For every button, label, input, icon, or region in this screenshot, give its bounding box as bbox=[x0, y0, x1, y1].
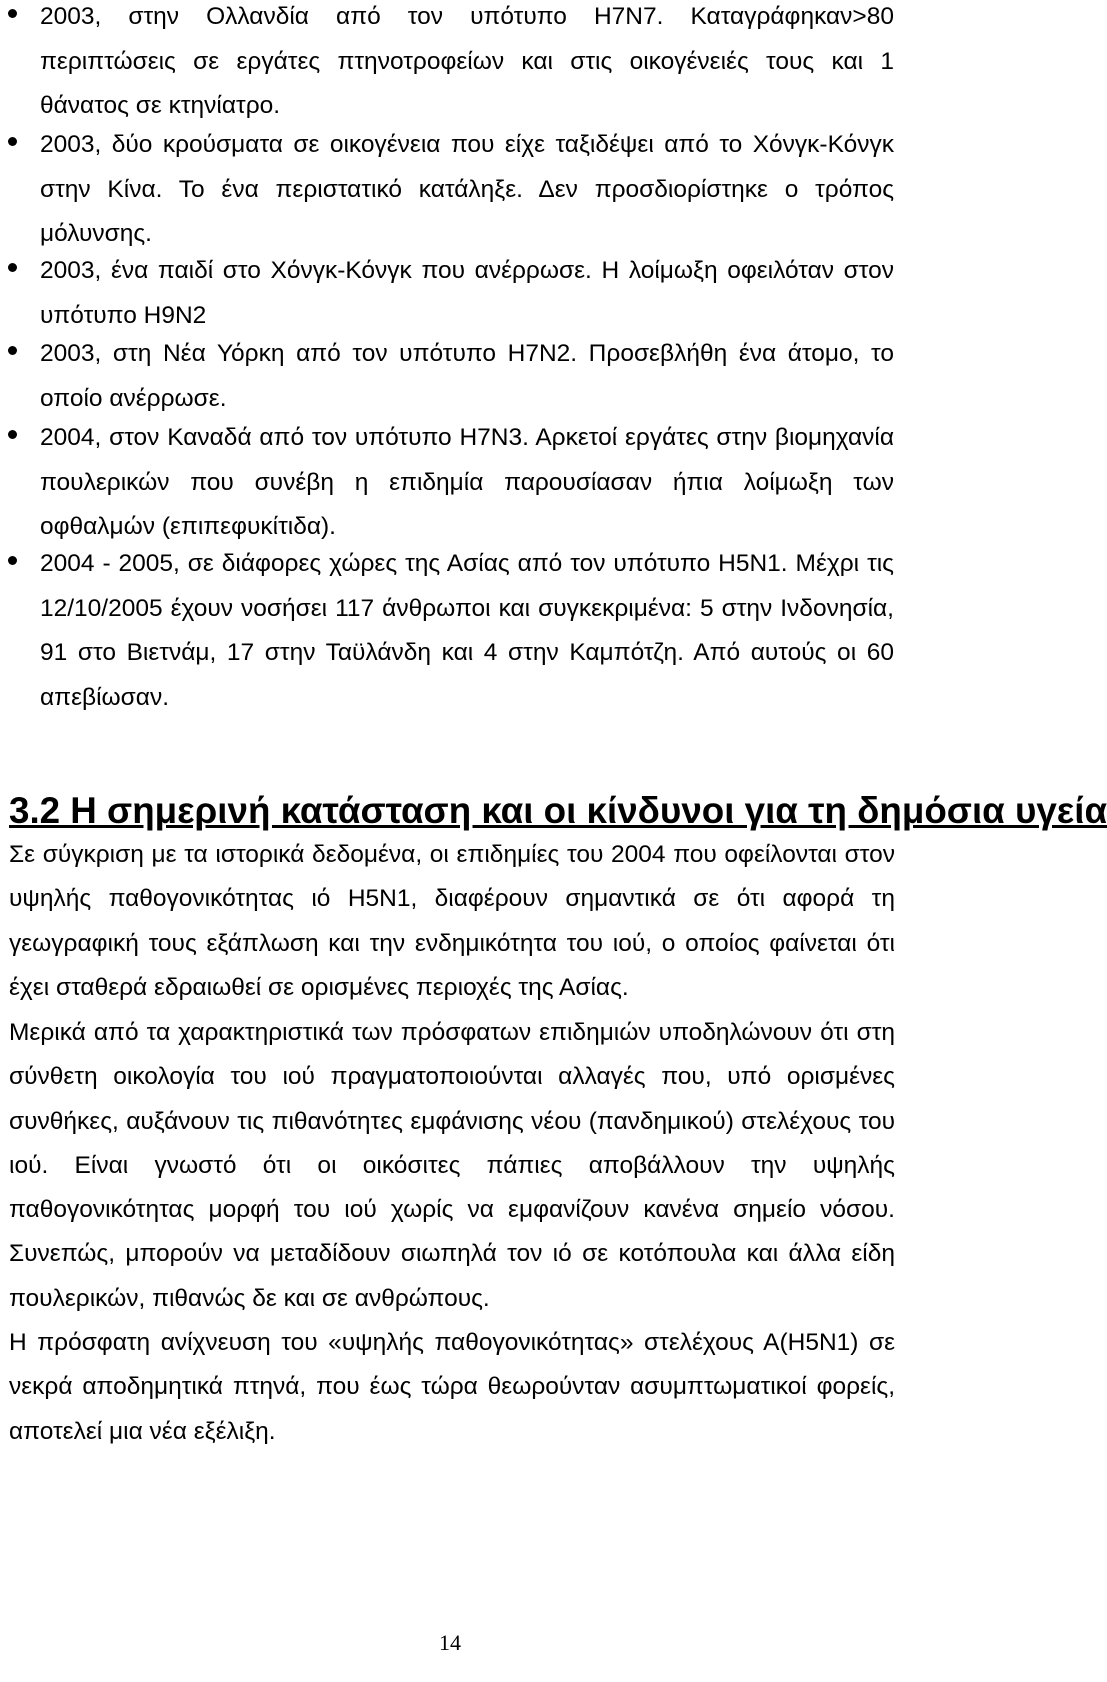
body-paragraph: Η πρόσφατη ανίχνευση του «υψηλής παθογονικότητας» στελέχους Α(Η5Ν1) σε νεκρά αποδημητικά πτηνά, που έως τώρα θεωρούνταν ασυμπτωματικοί φορείς, αποτελεί μια νέα εξέλιξη. bbox=[9, 1329, 895, 1445]
list-item bbox=[8, 332, 894, 421]
bullet-text: 2003, στη Νέα Υόρκη από τον υπότυπο Η7Ν2. Προσεβλήθη ένα άτομο, το οποίο ανέρρωσε. bbox=[40, 340, 894, 412]
bullet-icon bbox=[8, 556, 17, 565]
bullet-icon bbox=[8, 263, 17, 272]
list-item bbox=[8, 249, 894, 338]
bullet-text: 2004, στον Καναδά από τον υπότυπο Η7Ν3. Αρκετοί εργάτες στην βιομηχανία πουλερικών που συνέβη η επιδημία παρουσίασαν ήπια λοίμωξη των οφθαλμών (επιπεφυκίτιδα). bbox=[40, 424, 894, 540]
list-item bbox=[8, 416, 894, 550]
page-number: 14 bbox=[439, 1630, 461, 1655]
bullet-icon bbox=[8, 430, 17, 439]
bullet-text: 2003, ένα παιδί στο Χόνγκ-Κόνγκ που ανέρρωσε. Η λοίμωξη οφειλόταν στον υπότυπο Η9Ν2 bbox=[40, 257, 894, 329]
section-heading: 3.2 Η σημερινή κατάσταση και οι κίνδυνοι για τη δημόσια υγεία bbox=[9, 790, 1107, 831]
bullet-icon bbox=[8, 9, 17, 18]
bullet-icon bbox=[8, 346, 17, 355]
list-item bbox=[8, 542, 894, 720]
body-paragraph: Μερικά από τα χαρακτηριστικά των πρόσφατων επιδημιών υποδηλώνουν ότι στη σύνθετη οικολογία του ιού πραγματοποιούνται αλλαγές που, υπό ορισμένες συνθήκες, αυξάνουν τις πιθανότητες εμφάνισης νέου (πανδημικού) στελέχους του ιού. Είναι γνωστό ότι οι οικόσιτες πάπιες αποβάλλουν την υψηλής παθογονικότητας μορφή του ιού χωρίς να εμφανίζουν κανένα σημείο νόσου. Συνεπώς, μπορούν να μεταδίδουν σιωπηλά τον ιό σε κοτόπουλα και άλλα είδη πουλερικών, πιθανώς δε και σε ανθρώπους. bbox=[9, 1019, 895, 1312]
list-item bbox=[8, 0, 894, 129]
bullet-text: 2003, στην Ολλανδία από τον υπότυπο Η7Ν7. Καταγράφηκαν>80 περιπτώσεις σε εργάτες πτηνοτροφείων και στις οικογένειές τους και 1 θάνατος σε κτηνίατρο. bbox=[40, 3, 894, 119]
bullet-text: 2003, δύο κρούσματα σε οικογένεια που είχε ταξιδέψει από το Χόνγκ-Κόνγκ στην Κίνα. Το ένα περιστατικό κατάληξε. Δεν προσδιορίστηκε ο τρόπος μόλυνσης. bbox=[40, 131, 894, 247]
body-paragraph: Σε σύγκριση με τα ιστορικά δεδομένα, οι επιδημίες του 2004 που οφείλονται στον υψηλής παθογονικότητας ιό Η5Ν1, διαφέρουν σημαντικά σε ότι αφορά τη γεωγραφική τους εξάπλωση και την ενδημικότητα του ιού, ο οποίος φαίνεται ότι έχει σταθερά εδραιωθεί σε ορισμένες περιοχές της Ασίας. bbox=[9, 841, 895, 1001]
bullet-icon bbox=[8, 137, 17, 146]
bullet-text: 2004 - 2005, σε διάφορες χώρες της Ασίας από τον υπότυπο Η5Ν1. Μέχρι τις 12/10/2005 έχουν νοσήσει 117 άνθρωποι και συγκεκριμένα: 5 στην Ινδονησία, 91 στο Βιετνάμ, 17 στην Ταϋλάνδη και 4 στην Καμπότζη. Από αυτούς οι 60 απεβίωσαν. bbox=[40, 550, 894, 711]
list-item bbox=[8, 123, 894, 257]
